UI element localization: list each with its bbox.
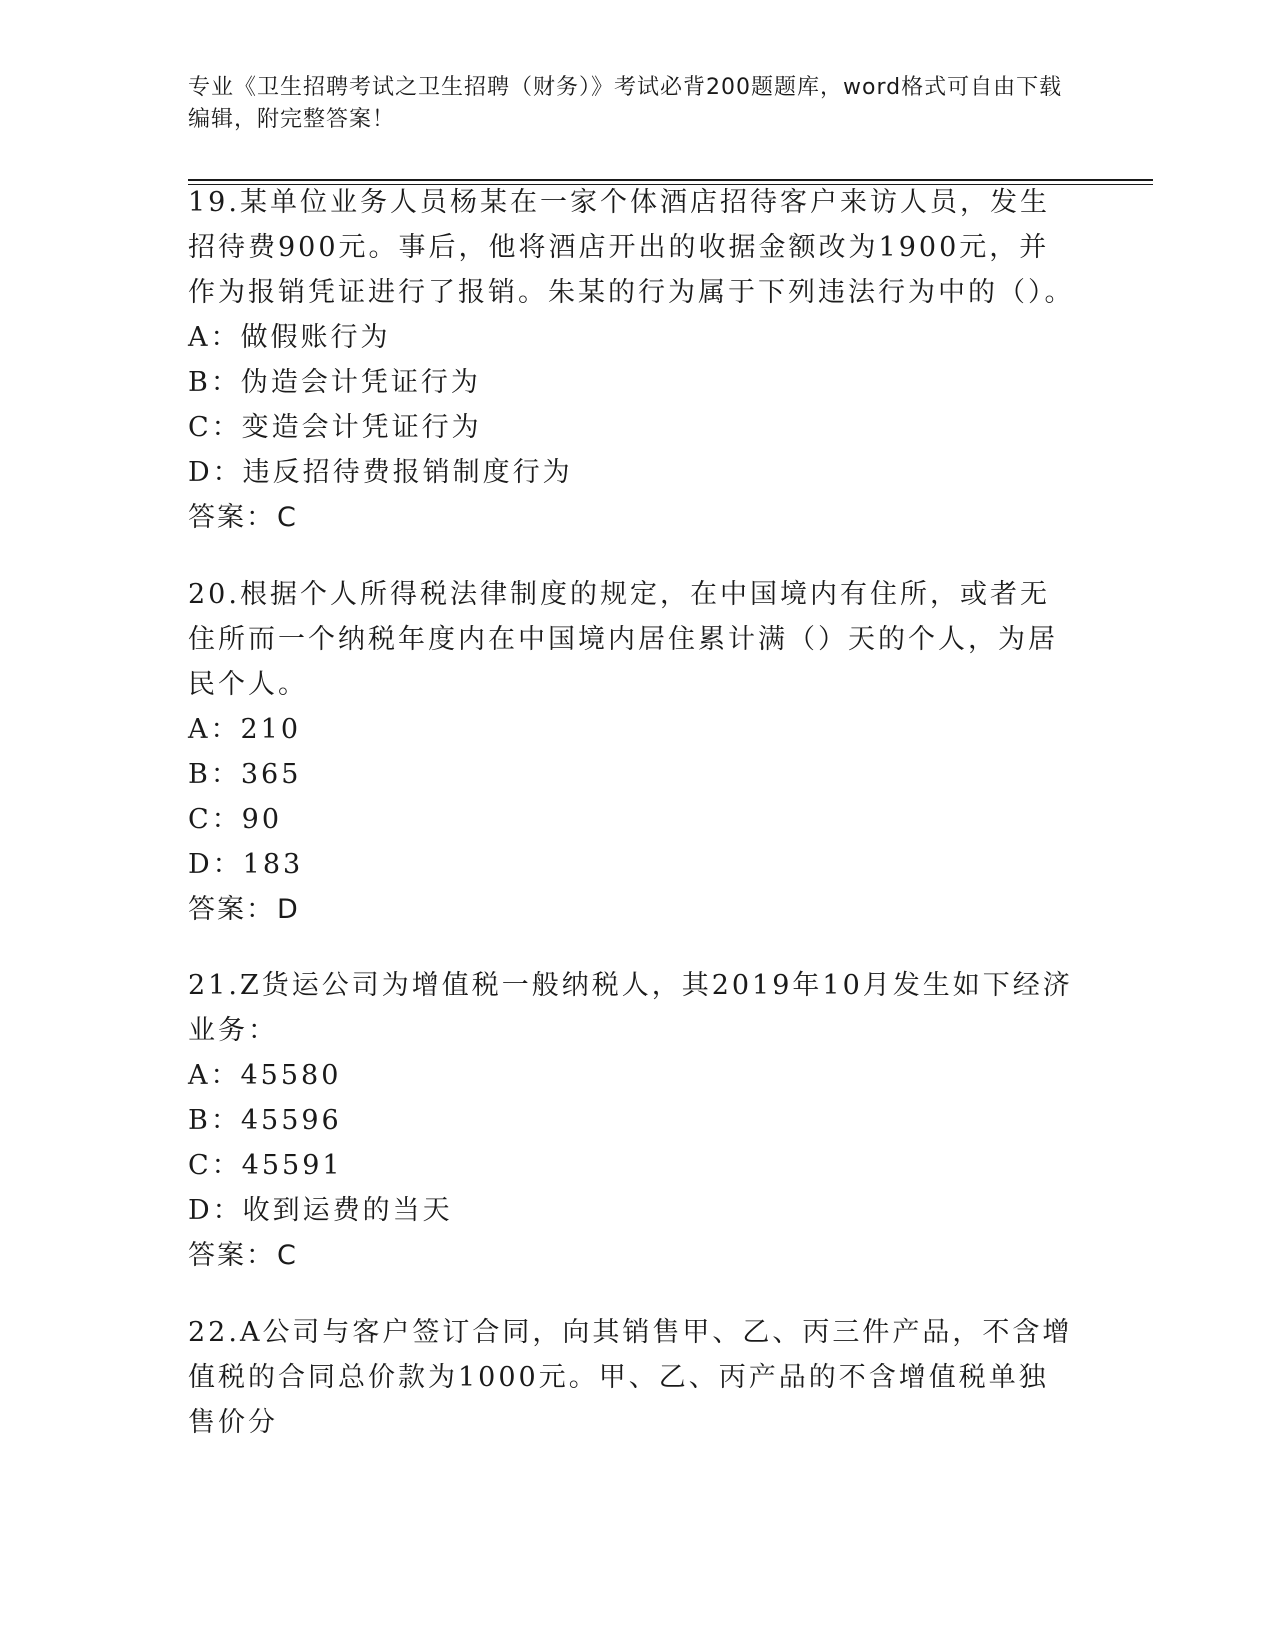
question-stem: 21.Z货运公司为增值税一般纳税人，其2019年10月发生如下经济业务： xyxy=(188,970,1073,1046)
answer-line xyxy=(188,887,1078,932)
option-b: B：365 xyxy=(188,759,302,790)
option-c: C：变造会计凭证行为 xyxy=(188,412,482,443)
question-stem: 20.根据个人所得税法律制度的规定，在中国境内有住所，或者无住所而一个纳税年度内在中国境内居住累计满（）天的个人，为居民个人。 xyxy=(188,579,1058,700)
answer-value: C xyxy=(277,502,298,533)
answer-label: 答案： xyxy=(188,894,275,925)
answer-value: C xyxy=(277,1240,298,1271)
answer-value: D xyxy=(277,894,300,925)
question-20 xyxy=(188,572,1078,932)
option-a: A：210 xyxy=(188,714,302,745)
option-b: B：45596 xyxy=(188,1105,342,1136)
option-d: D：违反招待费报销制度行为 xyxy=(188,457,573,488)
option-a: A：45580 xyxy=(188,1060,342,1091)
option-c: C：45591 xyxy=(188,1150,343,1181)
option-d: D：收到运费的当天 xyxy=(188,1195,453,1226)
question-stem: 19.某单位业务人员杨某在一家个体酒店招待客户来访人员，发生招待费900元。事后，他将酒店开出的收据金额改为1900元，并作为报销凭证进行了报销。朱某的行为属于下列违法行为中的（）。 xyxy=(188,187,1075,308)
question-21 xyxy=(188,963,1078,1278)
answer-line xyxy=(188,1233,1078,1278)
answer-label: 答案： xyxy=(188,1240,275,1271)
option-a: A：做假账行为 xyxy=(188,322,391,353)
answer-label: 答案： xyxy=(188,502,275,533)
option-b: B：伪造会计凭证行为 xyxy=(188,367,481,398)
option-c: C：90 xyxy=(188,804,283,835)
page-header: 专业《卫生招聘考试之卫生招聘（财务）》考试必背200题题库，word格式可自由下载编辑，附完整答案！ xyxy=(188,75,1063,132)
question-22 xyxy=(188,1310,1078,1445)
answer-line xyxy=(188,495,1078,540)
question-stem: 22.A公司与客户签订合同，向其销售甲、乙、丙三件产品，不含增值税的合同总价款为1000元。甲、乙、丙产品的不含增值税单独售价分 xyxy=(188,1317,1073,1438)
option-d: D：183 xyxy=(188,849,304,880)
question-19 xyxy=(188,180,1078,540)
